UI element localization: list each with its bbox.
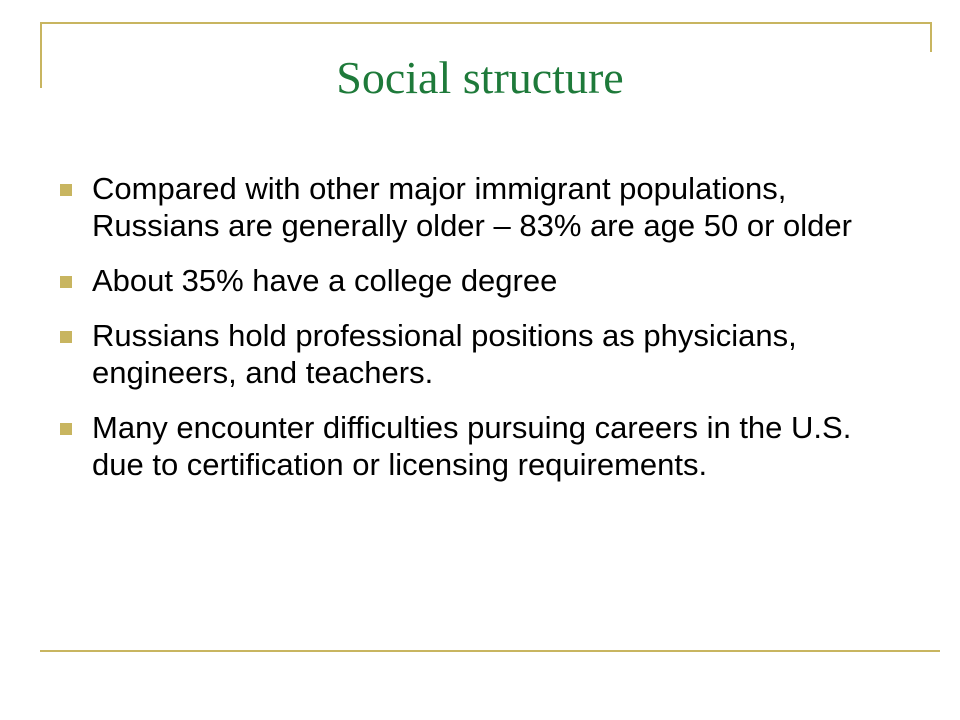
bullet-text: About 35% have a college degree — [92, 263, 558, 298]
bullet-item — [58, 262, 878, 299]
bullet-text: Many encounter difficulties pursuing careers in the U.S. due to certification or licensing requirements. — [92, 410, 852, 482]
square-bullet-icon — [60, 423, 72, 435]
bullet-text: Russians hold professional positions as physicians, engineers, and teachers. — [92, 318, 797, 390]
frame-bottom-line — [40, 650, 940, 652]
slide-title: Social structure — [336, 52, 624, 103]
bullet-item — [58, 409, 878, 483]
bullet-list — [58, 170, 878, 501]
bullet-item — [58, 170, 878, 244]
square-bullet-icon — [60, 331, 72, 343]
frame-top-line — [40, 22, 932, 24]
bullet-text: Compared with other major immigrant populations, Russians are generally older – 83% are age 50 or older — [92, 171, 852, 243]
square-bullet-icon — [60, 184, 72, 196]
bullet-item — [58, 317, 878, 391]
square-bullet-icon — [60, 276, 72, 288]
